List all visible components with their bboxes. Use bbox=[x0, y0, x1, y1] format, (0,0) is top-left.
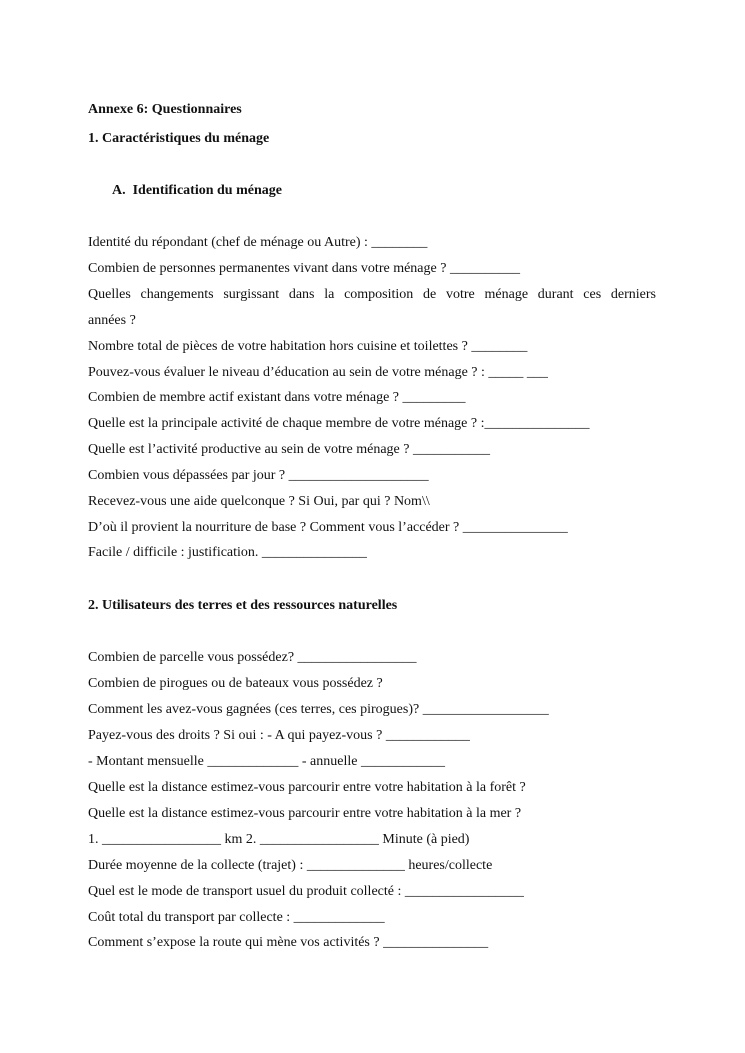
question: - Montant mensuelle _____________ - annuelle ____________ bbox=[88, 754, 445, 769]
question: Quelle est la distance estimez-vous parcourir entre votre habitation à la mer ? bbox=[88, 806, 522, 821]
question-continuation: années ? bbox=[88, 313, 136, 328]
question: Quelle est la principale activité de chaque membre de votre ménage ? :_______________ bbox=[88, 416, 590, 431]
subsection-a-heading: A. Identification du ménage bbox=[112, 183, 282, 198]
question: Combien de personnes permanentes vivant dans votre ménage ? __________ bbox=[88, 261, 520, 276]
section-2-heading: 2. Utilisateurs des terres et des ressources naturelles bbox=[88, 598, 398, 613]
question: D’où il provient la nourriture de base ? Comment vous l’accéder ? _______________ bbox=[88, 520, 568, 535]
question: Quelles changements surgissant dans la composition de votre ménage durant ces derniers bbox=[88, 287, 656, 302]
question: Quelle est la distance estimez-vous parcourir entre votre habitation à la forêt ? bbox=[88, 780, 526, 795]
question: Pouvez-vous évaluer le niveau d’éducation au sein de votre ménage ? : _____ ___ bbox=[88, 365, 548, 380]
question: Durée moyenne de la collecte (trajet) : ______________ heures/collecte bbox=[88, 858, 493, 873]
question: Identité du répondant (chef de ménage ou Autre) : ________ bbox=[88, 235, 428, 250]
question: Comment les avez-vous gagnées (ces terres, ces pirogues)? __________________ bbox=[88, 702, 549, 717]
section-1-heading: 1. Caractéristiques du ménage bbox=[88, 131, 270, 146]
question: 1. _________________ km 2. _________________ Minute (à pied) bbox=[88, 832, 470, 847]
question: Combien de parcelle vous possédez? _________________ bbox=[88, 650, 417, 665]
question: Quel est le mode de transport usuel du produit collecté : _________________ bbox=[88, 884, 524, 899]
annex-title: Annexe 6: Questionnaires bbox=[88, 102, 242, 117]
question: Combien de membre actif existant dans votre ménage ? _________ bbox=[88, 390, 466, 405]
question: Coût total du transport par collecte : _____________ bbox=[88, 910, 385, 925]
question: Combien de pirogues ou de bateaux vous possédez ? bbox=[88, 676, 383, 691]
question: Facile / difficile : justification. _______________ bbox=[88, 545, 367, 560]
question: Payez-vous des droits ? Si oui : - A qui payez-vous ? ____________ bbox=[88, 728, 470, 743]
question: Nombre total de pièces de votre habitation hors cuisine et toilettes ? ________ bbox=[88, 339, 528, 354]
question: Quelle est l’activité productive au sein de votre ménage ? ___________ bbox=[88, 442, 490, 457]
question: Recevez-vous une aide quelconque ? Si Oui, par qui ? Nom\\ bbox=[88, 494, 430, 509]
question: Combien vous dépassées par jour ? ____________________ bbox=[88, 468, 429, 483]
question: Comment s’expose la route qui mène vos activités ? _______________ bbox=[88, 935, 489, 950]
